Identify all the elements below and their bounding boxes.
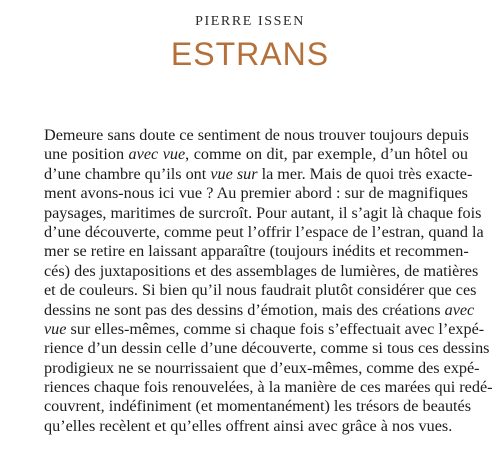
text-line bbox=[44, 242, 468, 261]
text-segment: , comme on dit, par exemple, d’un hôtel ou bbox=[185, 145, 468, 164]
text-line bbox=[44, 184, 468, 203]
text-line bbox=[44, 319, 485, 339]
italic-segment: avec bbox=[444, 300, 475, 319]
text-segment: riences chaque fois renouvelées, à la manière de ces marées qui redé- bbox=[44, 378, 493, 397]
text-segment: d’une découverte, comme peut l’offrir l’espace de l’estran, quand la bbox=[44, 222, 484, 241]
text-line bbox=[44, 300, 475, 320]
text-segment: cés) des juxtapositions et des assemblages de lumières, de matières bbox=[44, 261, 479, 280]
text-segment: d’une chambre qu’ils ont bbox=[44, 164, 211, 183]
italic-segment: avec vue bbox=[128, 145, 186, 164]
text-segment: Demeure sans doute ce sentiment de nous trouver toujours depuis bbox=[44, 126, 469, 144]
text-segment: la mer. Mais de quoi très exacte- bbox=[257, 164, 473, 183]
text-line bbox=[44, 339, 490, 358]
page-title: ESTRANS bbox=[170, 36, 330, 72]
text-line bbox=[44, 145, 468, 164]
text-segment: qu’elles recèlent et qu’elles offrent ainsi avec grâce à nos vues. bbox=[44, 416, 453, 435]
text-line bbox=[44, 126, 468, 145]
text-segment: rience d’un dessin celle d’une découverte, comme si tous ces dessins bbox=[44, 339, 490, 358]
text-segment: une position bbox=[44, 145, 129, 164]
text-line bbox=[44, 164, 473, 184]
text-segment: dessins ne sont pas des dessins d’émotion, mais des créations bbox=[44, 300, 445, 319]
text-line bbox=[44, 261, 479, 281]
text-line bbox=[44, 378, 493, 397]
text-line bbox=[44, 222, 484, 242]
text-segment: couvrent, indéfiniment (et momentanément) les trésors de beautés bbox=[44, 397, 472, 416]
text-segment: mer se retire en laissant apparaître (toujours inédits et recommen- bbox=[44, 242, 469, 261]
text-segment: ment avons-nous ici vue ? Au premier abord : sur de magnifiques bbox=[44, 184, 468, 203]
text-line bbox=[44, 203, 482, 223]
text-line bbox=[44, 281, 477, 300]
body-paragraph bbox=[44, 126, 493, 436]
text-line bbox=[44, 358, 480, 378]
italic-segment: vue bbox=[44, 319, 67, 338]
text-segment: et de couleurs. Si bien qu’il nous faudrait plutôt considérer que ces bbox=[44, 281, 477, 300]
italic-segment: vue sur bbox=[210, 164, 258, 183]
text-segment: prodigieux ne se nourrissaient que d’eux-mêmes, comme des expé- bbox=[44, 358, 480, 377]
text-segment: sur elles-mêmes, comme si chaque fois s’effectuait avec l’expé- bbox=[66, 319, 485, 338]
text-segment: paysages, maritimes de surcroît. Pour autant, il s’agit là chaque fois bbox=[44, 203, 482, 222]
text-line bbox=[44, 397, 472, 416]
author-name: PIERRE ISSEN bbox=[195, 14, 305, 29]
text-line bbox=[44, 417, 468, 436]
